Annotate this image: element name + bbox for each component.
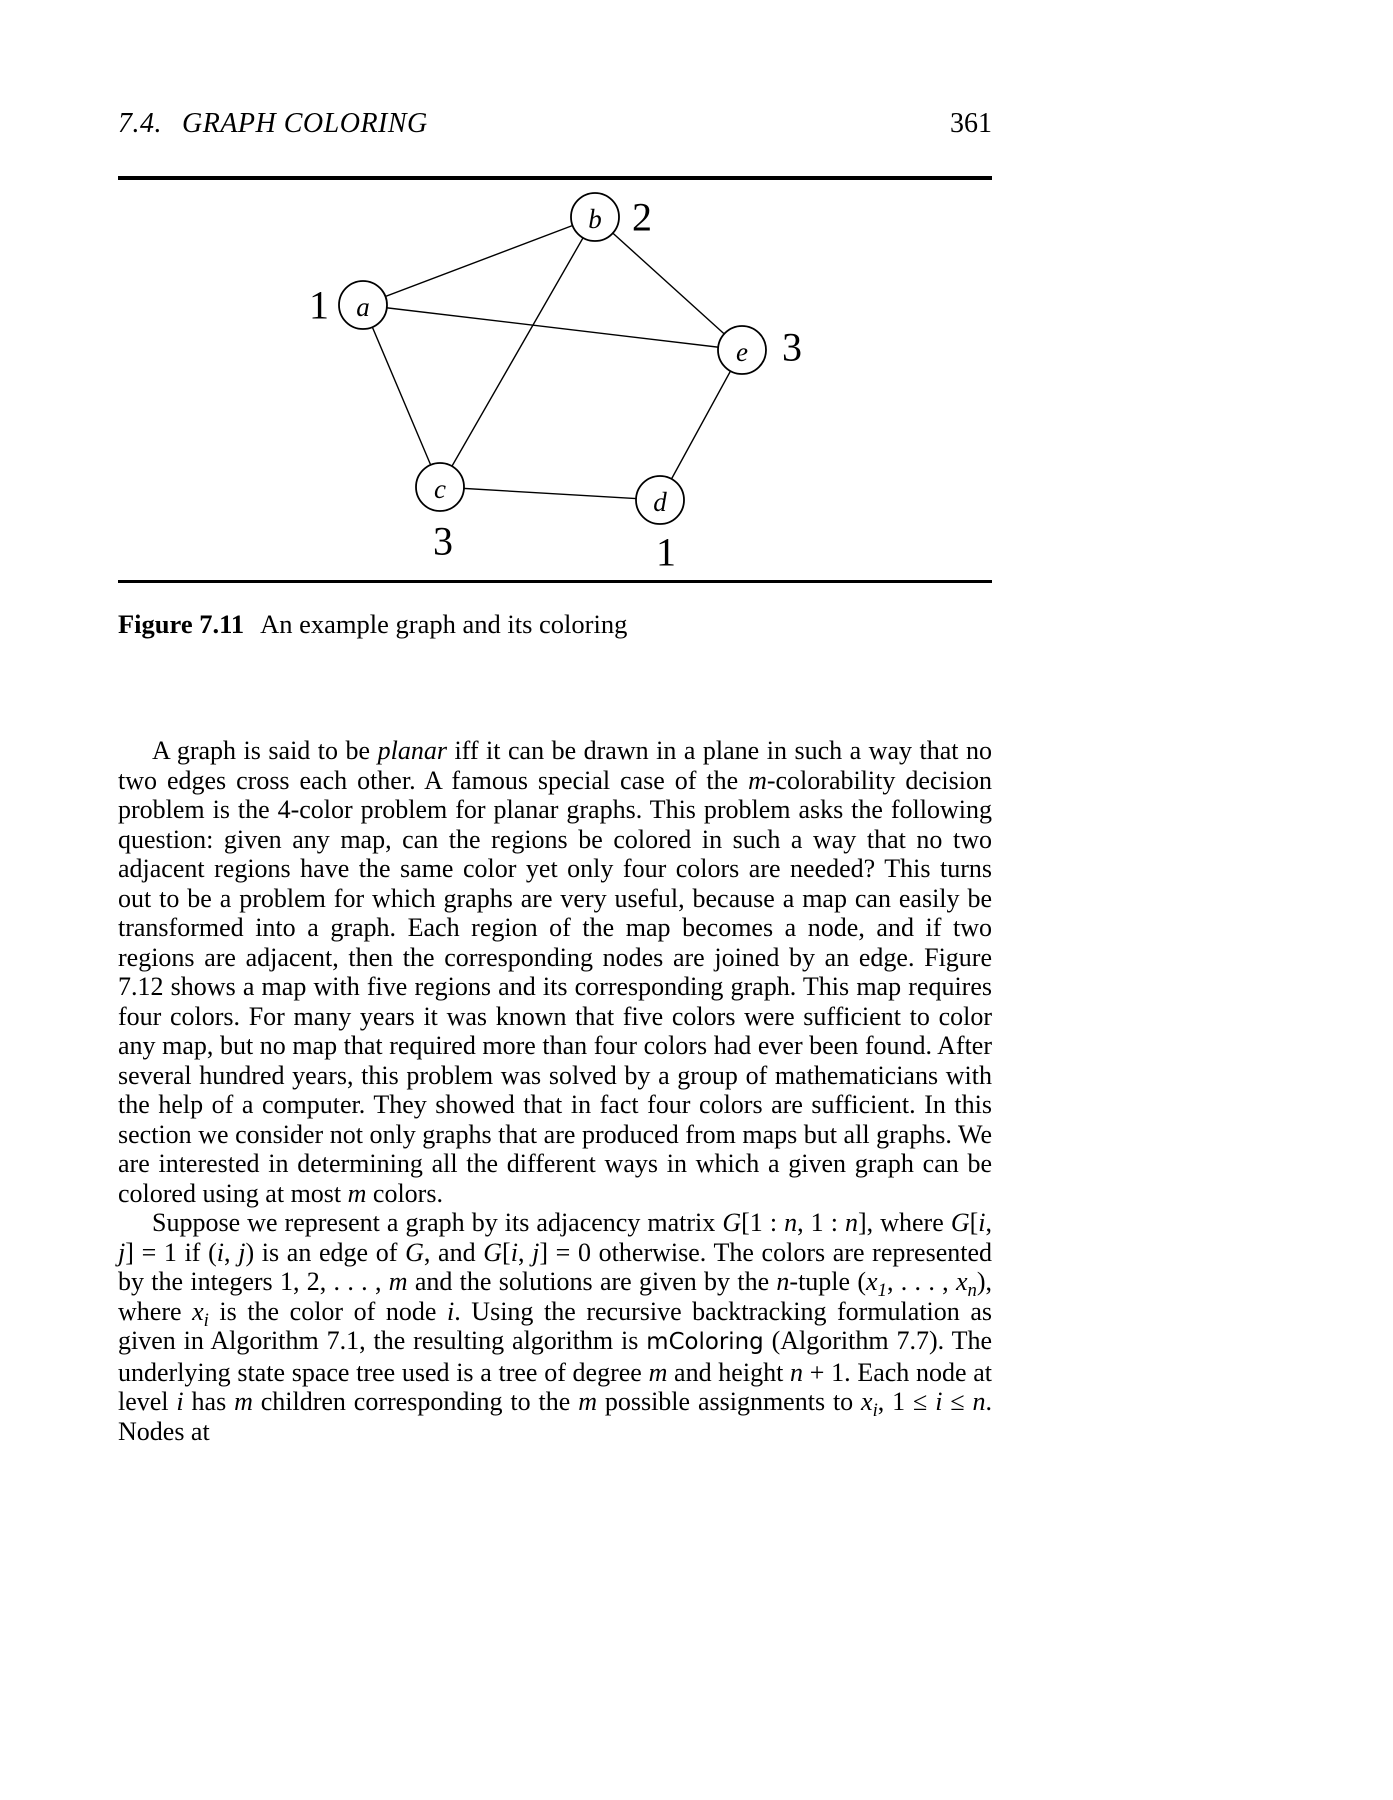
section-title: GRAPH COLORING <box>182 108 428 139</box>
color-label-b: 2 <box>632 194 652 240</box>
node-letter-b: b <box>588 204 602 234</box>
edge-a-b <box>363 217 595 305</box>
edge-b-c <box>440 217 595 487</box>
node-letter-a: a <box>356 292 370 322</box>
color-label-d: 1 <box>656 529 676 575</box>
graph-svg <box>118 180 992 580</box>
color-label-e: 3 <box>782 324 802 370</box>
edge-a-e <box>363 305 742 350</box>
figure-caption <box>118 609 992 640</box>
section-header <box>118 108 428 140</box>
body-text <box>118 736 992 1446</box>
section-number: 7.4. <box>118 108 162 139</box>
node-letter-e: e <box>736 337 748 367</box>
figure-bottom-rule <box>118 580 992 583</box>
color-label-c: 3 <box>433 518 453 564</box>
edge-b-e <box>595 217 742 350</box>
node-letter-c: c <box>434 474 446 504</box>
page-number: 361 <box>950 108 992 139</box>
edge-d-e <box>660 350 742 500</box>
color-label-a: 1 <box>309 282 329 328</box>
figure-caption-label: Figure 7.11 <box>118 609 245 639</box>
paragraph-adjacency-matrix: Suppose we represent a graph by its adjacency matrix G[1 : n, 1 : n], where G[i, j] = 1 if (i, j) is an edge of G, and G[i, j] = 0 otherwise. The colors are represented by the integers 1, 2, . . . , m and the solutions are given by the n-tuple ($x_1$, . . . , $x_n$), where $x_i$ is the color of node i. Using the recursive backtracking formulation as given in Algorithm 7.1, the resulting algorithm is mColoring (Algorithm 7.7). The underlying state space tree used is a tree of degree m and height n + 1. Each node at level i has m children corresponding to the m possible assignments to $x_i$, 1 ≤ i ≤ n. Nodes at <box>118 1208 993 1446</box>
edge-c-d <box>440 487 660 500</box>
figure-graph <box>118 180 992 580</box>
node-letter-d: d <box>653 487 667 517</box>
paragraph-planar: A graph is said to be planar iff it can be drawn in a plane in such a way that no two edges cross each other. A famous special case of the m-colorability decision problem is the 4-color problem for planar graphs. This problem asks the following question: given any map, can the regions be colored in such a way that no two adjacent regions have the same color yet only four colors are needed? This turns out to be a problem for which graphs are very useful, because a map can easily be transformed into a graph. Each region of the map becomes a node, and if two regions are adjacent, then the corresponding nodes are joined by an edge. Figure 7.12 shows a map with five regions and its corresponding graph. This map requires four colors. For many years it was known that five colors were sufficient to color any map, but no map that required more than four colors had ever been found. After several hundred years, this problem was solved by a group of mathematicians with the help of a computer. They showed that in fact four colors are sufficient. In this section we consider not only graphs that are produced from maps but all graphs. We are interested in determining all the different ways in which a given graph can be colored using at most m colors. <box>118 736 992 1208</box>
edge-a-c <box>363 305 440 487</box>
figure-caption-text: An example graph and its coloring <box>260 609 628 639</box>
page-content <box>118 108 992 1446</box>
running-head <box>118 108 992 140</box>
